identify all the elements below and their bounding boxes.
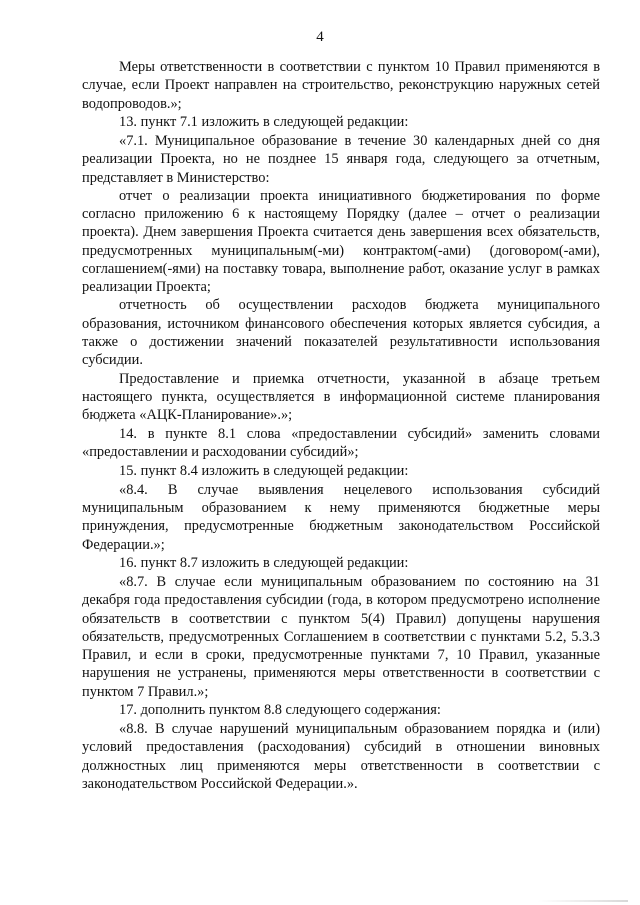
paragraph-item-14: 14. в пункте 8.1 слова «предоставлении субсидий» заменить словами «предоставлении и расходовании субсидий»; [82, 426, 600, 461]
paragraph-clause-8-8: «8.8. В случае нарушений муниципальным образованием порядка и (или) условий предоставления (расходования) субсидий в отношении виновных должностных лиц применяются меры ответственности в соответствии с законодательством Российской Федерации.». [82, 721, 600, 792]
paragraph-expense-report: отчетность об осуществлении расходов бюджета муниципального образования, источником финансового обеспечения которых является субсидия, а также о достижении значений показателей результативности использования субсидии. [82, 297, 600, 368]
paragraph-item-15: 15. пункт 8.4 изложить в следующей редакции: [119, 463, 409, 479]
paragraph-liability-measures: Меры ответственности в соответствии с пунктом 10 Правил применяются в случае, если Проект направлен на строительство, реконструкцию наружных сетей водопроводов.»; [82, 59, 600, 112]
scan-edge-mark [538, 900, 628, 902]
paragraph-item-13: 13. пункт 7.1 изложить в следующей редакции: [119, 114, 409, 131]
page-number: 4 [316, 29, 324, 45]
paragraph-clause-7-1: «7.1. Муниципальное образование в течение 30 календарных дней со дня реализации Проекта, но не позднее 15 января года, следующего за отчетным, представляет в Министерство: [82, 133, 600, 186]
paragraph-clause-8-4: «8.4. В случае выявления нецелевого использования субсидий муниципальным образованием к нему применяются бюджетные меры принуждения, предусмотренные бюджетным законодательством Российской Федерации.»; [82, 481, 600, 553]
paragraph-project-report: отчет о реализации проекта инициативного бюджетирования по форме согласно приложению 6 к настоящему Порядку (далее – отчет о реализации проекта). Днем завершения Проекта считается день завершения всех обязательств, предусмотренных муниципальным(-ми) контрактом(-ами) (договором(-ами), соглашением(-ями) на поставку товара, выполнение работ, оказание услуг в рамках реализации Проекта; [82, 187, 600, 295]
paragraph-clause-8-7: «8.7. В случае если муниципальным образованием по состоянию на 31 декабря года предоставления субсидии (года, в котором предусмотрено исполнение обязательств в соответствии с пунктом 5(4) Правил) допущены нарушения обязательств, предусмотренных Соглашением в соответствии с пунктами 5.2, 5.3.3 Правил, и если в сроки, предусмотренные пунктами 7, 10 Правил, указанные нарушения не устранены, применяются меры ответственности в соответствии с пунктом 7 Правил.»; [82, 574, 600, 700]
paragraph-item-16: 16. пункт 8.7 изложить в следующей редакции: [119, 555, 409, 572]
paragraph-report-submission: Предоставление и приемка отчетности, указанной в абзаце третьем настоящего пункта, осуществляется в информационной системе планирования бюджета «АЦК-Планирование».»; [82, 370, 600, 424]
document-body [82, 58, 600, 793]
paragraph-item-17: 17. дополнить пунктом 8.8 следующего содержания: [119, 702, 441, 719]
